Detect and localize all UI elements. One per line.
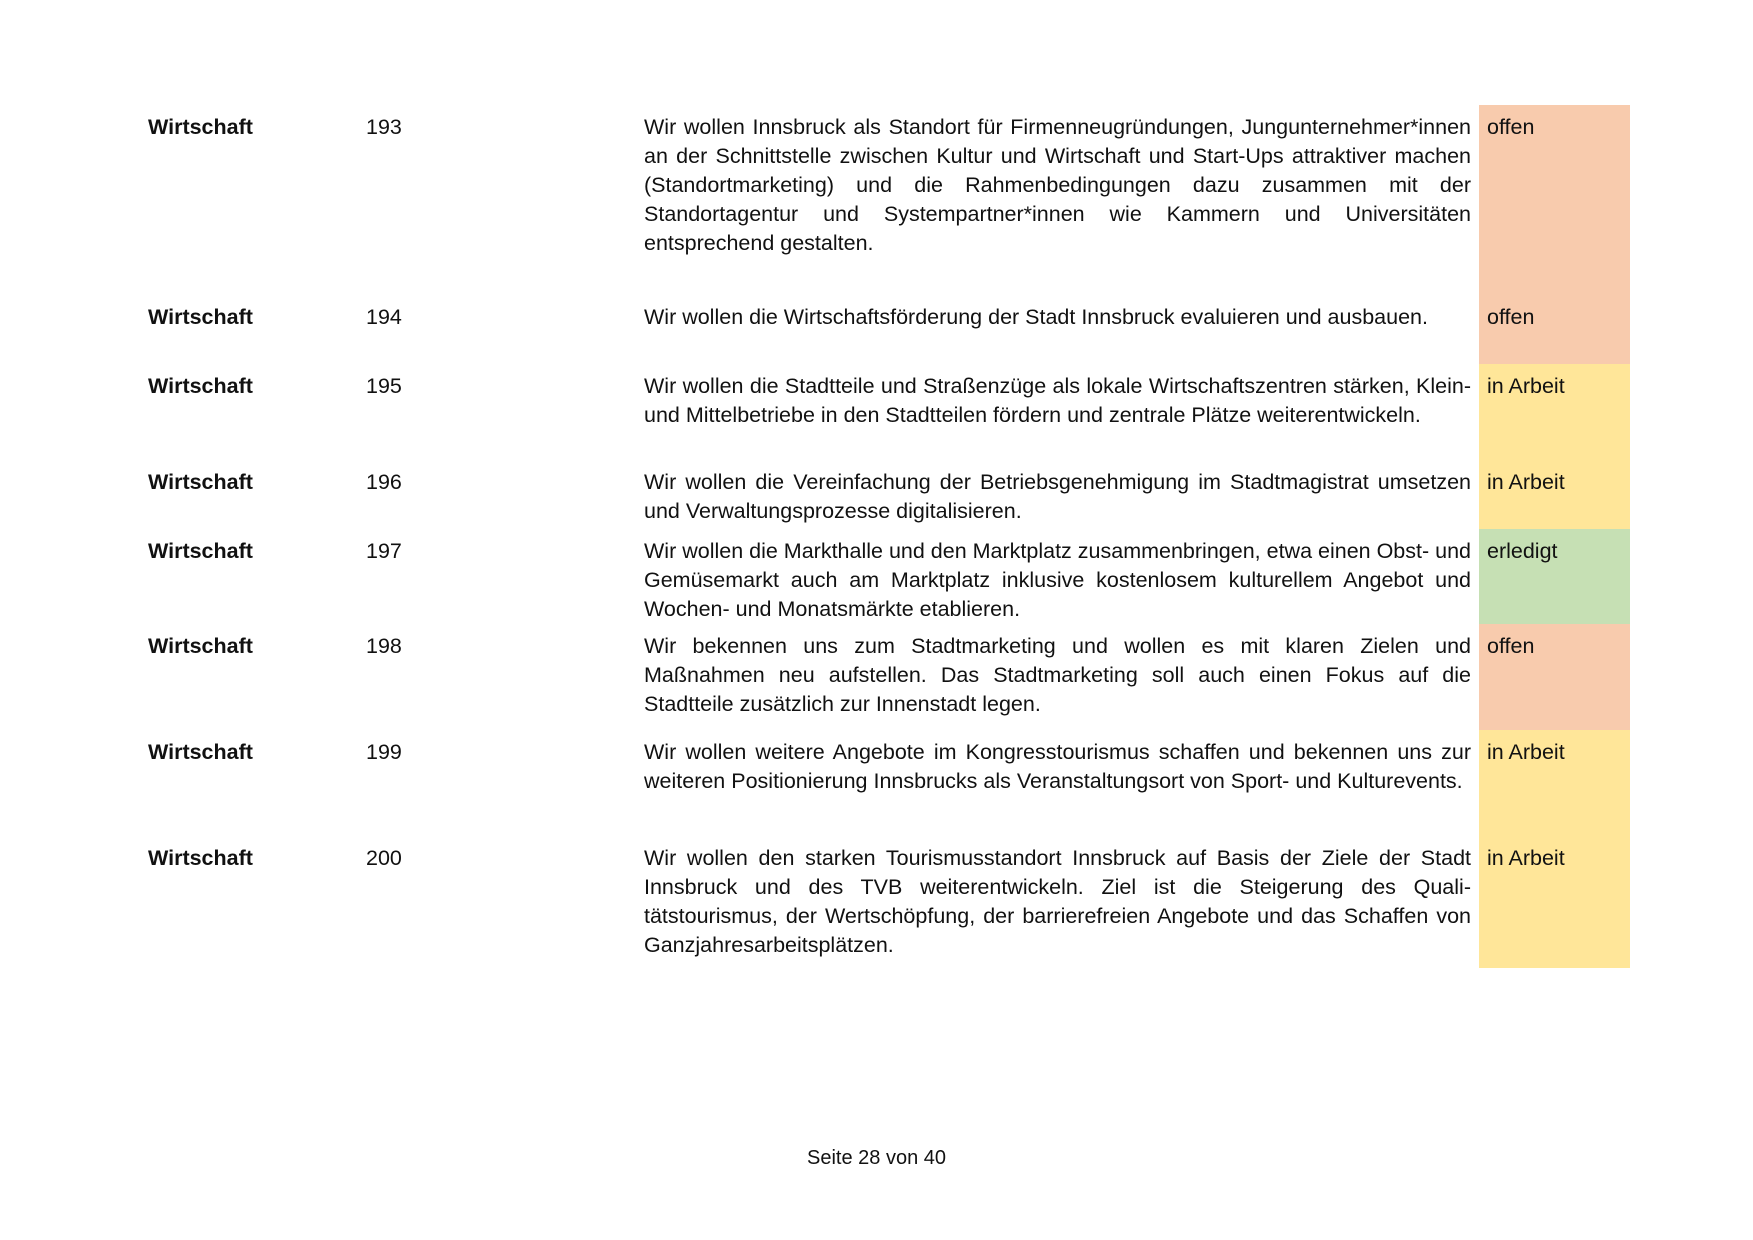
table-row (140, 460, 1630, 529)
category-cell: Wirtschaft (148, 634, 253, 658)
category-cell: Wirtschaft (148, 740, 253, 764)
number-cell: 196 (366, 470, 402, 494)
status-cell: in Arbeit (1479, 364, 1630, 460)
measure-text-cell: Wir wollen den starken Tourismusstandort Innsbruck auf Basis der Ziele der Stadt Innsbruck und des TVB weiterentwickeln. Ziel ist die Steigerung des Qualitätstourismus, der Wertschöpfung, der barrierefreien Angebote und das Schaffen von Ganzjahresarbeitsplätzen. (644, 846, 1471, 957)
measure-text-cell: Wir wollen die Wirtschaftsförderung der Stadt Innsbruck evaluieren und ausbauen. (644, 305, 1428, 329)
number-cell: 197 (366, 539, 402, 563)
measure-text-cell: Wir wollen Innsbruck als Standort für Firmenneugründungen, Jungunternehmer*innen an der Schnittstelle zwischen Kultur und Wirtschaft und Start-Ups attraktiver machen (Standortmarketing) und die Rahmenbedingungen dazu zusammen mit der Standortagentur und Systempartner*innen wie Kammern und Universitäten entsprechend gestalten. (644, 115, 1471, 255)
number-cell: 200 (366, 846, 402, 870)
measures-table (140, 105, 1630, 968)
measure-text-cell: Wir wollen die Vereinfachung der Betriebsgenehmigung im Stadtmagistrat umsetzen und Verwaltungsprozesse digitalisieren. (644, 470, 1471, 523)
number-cell: 194 (366, 305, 402, 329)
table-row (140, 730, 1630, 836)
table-row (140, 529, 1630, 624)
category-cell: Wirtschaft (148, 846, 253, 870)
category-cell: Wirtschaft (148, 115, 253, 139)
measure-text-cell: Wir wollen weitere Angebote im Kongresstourismus schaffen und bekennen uns zur weiteren Positionierung Innsbrucks als Veranstaltungsort von Sport- und Kulturevents. (644, 740, 1471, 793)
number-cell: 193 (366, 115, 402, 139)
table-row (140, 105, 1630, 295)
measure-text-cell: Wir wollen die Markthalle und den Marktplatz zusammenbringen, etwa einen Obst- und Gemüsemarkt auch am Marktplatz inklusive kostenlosem kulturellem Angebot und Wochen- und Monatsmärkte etablieren. (644, 539, 1471, 621)
status-cell: offen (1479, 105, 1630, 295)
status-cell: offen (1479, 295, 1630, 364)
status-cell: erledigt (1479, 529, 1630, 624)
status-cell: in Arbeit (1479, 460, 1630, 529)
category-cell: Wirtschaft (148, 470, 253, 494)
category-cell: Wirtschaft (148, 305, 253, 329)
number-cell: 195 (366, 374, 402, 398)
table-row (140, 295, 1630, 364)
table-row (140, 364, 1630, 460)
status-cell: offen (1479, 624, 1630, 730)
measure-text-cell: Wir bekennen uns zum Stadtmarketing und wollen es mit klaren Zielen und Maßnahmen neu aufstellen. Das Stadtmarketing soll auch einen Fokus auf die Stadtteile zusätzlich zur Innenstadt legen. (644, 634, 1471, 716)
table-row (140, 836, 1630, 968)
table-row (140, 624, 1630, 730)
number-cell: 199 (366, 740, 402, 764)
measure-text-cell: Wir wollen die Stadtteile und Straßenzüge als lokale Wirtschaftszentren stärken, Klein- und Mittelbetriebe in den Stadtteilen fördern und zentrale Plätze weiterentwickeln. (644, 374, 1471, 427)
status-cell: in Arbeit (1479, 836, 1630, 968)
page-number-footer: Seite 28 von 40 (807, 1147, 946, 1169)
category-cell: Wirtschaft (148, 374, 253, 398)
status-cell: in Arbeit (1479, 730, 1630, 836)
category-cell: Wirtschaft (148, 539, 253, 563)
number-cell: 198 (366, 634, 402, 658)
